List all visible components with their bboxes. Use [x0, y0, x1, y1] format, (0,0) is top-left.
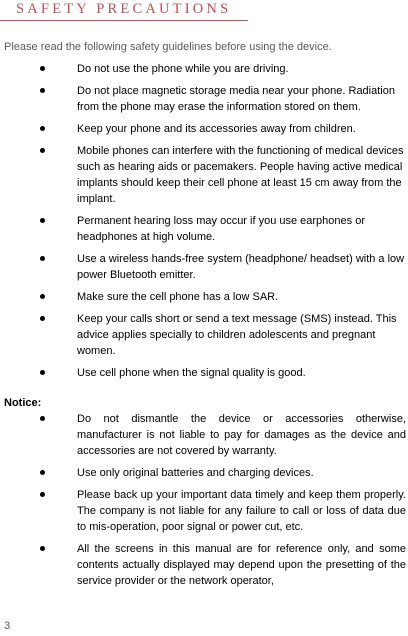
list-item-text: Use only original batteries and charging devices.	[77, 467, 314, 479]
list-item-text: All the screens in this manual are for reference only, and some contents actually displayed may depend upon the presetting of the service provider or the network operator,	[77, 543, 406, 587]
list-item-text: Keep your phone and its accessories away from children.	[77, 123, 356, 135]
bullet-icon	[40, 316, 45, 321]
intro-text: Please read the following safety guidelines before using the device.	[4, 41, 332, 53]
list-item	[0, 121, 406, 137]
list-item	[0, 143, 406, 207]
bullet-icon	[40, 126, 45, 131]
bullet-icon	[40, 256, 45, 261]
safety-list	[0, 61, 406, 387]
list-item	[0, 365, 406, 381]
bullet-icon	[40, 470, 45, 475]
notice-heading: Notice:	[4, 397, 42, 409]
list-item	[0, 487, 406, 535]
title-underline	[0, 20, 248, 21]
list-item-text: Mobile phones can interfere with the functioning of medical devices such as hearing aids or pacemakers. People having active medical implants should keep their cell phone at least 15 cm away from the implant.	[77, 145, 404, 205]
list-item	[0, 83, 406, 115]
bullet-icon	[40, 294, 45, 299]
bullet-icon	[40, 370, 45, 375]
bullet-icon	[40, 66, 45, 71]
list-item	[0, 251, 406, 283]
bullet-icon	[40, 218, 45, 223]
list-item-text: Do not use the phone while you are driving.	[77, 63, 289, 75]
list-item-text: Please back up your important data timely and keep them properly. The company is not liable for any failure to call or loss of data due to mis-operation, poor signal or power cut, etc.	[77, 489, 406, 533]
list-item	[0, 289, 406, 305]
list-item-text: Make sure the cell phone has a low SAR.	[77, 291, 279, 303]
list-item	[0, 311, 406, 359]
list-item	[0, 465, 406, 481]
bullet-icon	[40, 416, 45, 421]
page-title: SAFETY PRECAUTIONS	[16, 1, 232, 17]
list-item-text: Do not place magnetic storage media near your phone. Radiation from the phone may erase the information stored on them.	[77, 85, 395, 113]
list-item-text: Use cell phone when the signal quality is good.	[77, 367, 306, 379]
page-number: 3	[4, 620, 11, 632]
list-item	[0, 213, 406, 245]
bullet-icon	[40, 492, 45, 497]
bullet-icon	[40, 148, 45, 153]
notice-list	[0, 411, 406, 595]
bullet-icon	[40, 546, 45, 551]
list-item	[0, 61, 406, 77]
list-item-text: Do not dismantle the device or accessories otherwise, manufacturer is not liable to pay for damages as the device and accessories are not covered by warranty.	[77, 413, 406, 457]
list-item	[0, 541, 406, 589]
list-item-text: Keep your calls short or send a text message (SMS) instead. This advice applies specially to children adolescents and pregnant women.	[77, 313, 397, 357]
list-item-text: Permanent hearing loss may occur if you use earphones or headphones at high volume.	[77, 215, 365, 243]
list-item	[0, 411, 406, 459]
list-item-text: Use a wireless hands-free system (headphone/ headset) with a low power Bluetooth emitter.	[77, 253, 405, 281]
bullet-icon	[40, 88, 45, 93]
